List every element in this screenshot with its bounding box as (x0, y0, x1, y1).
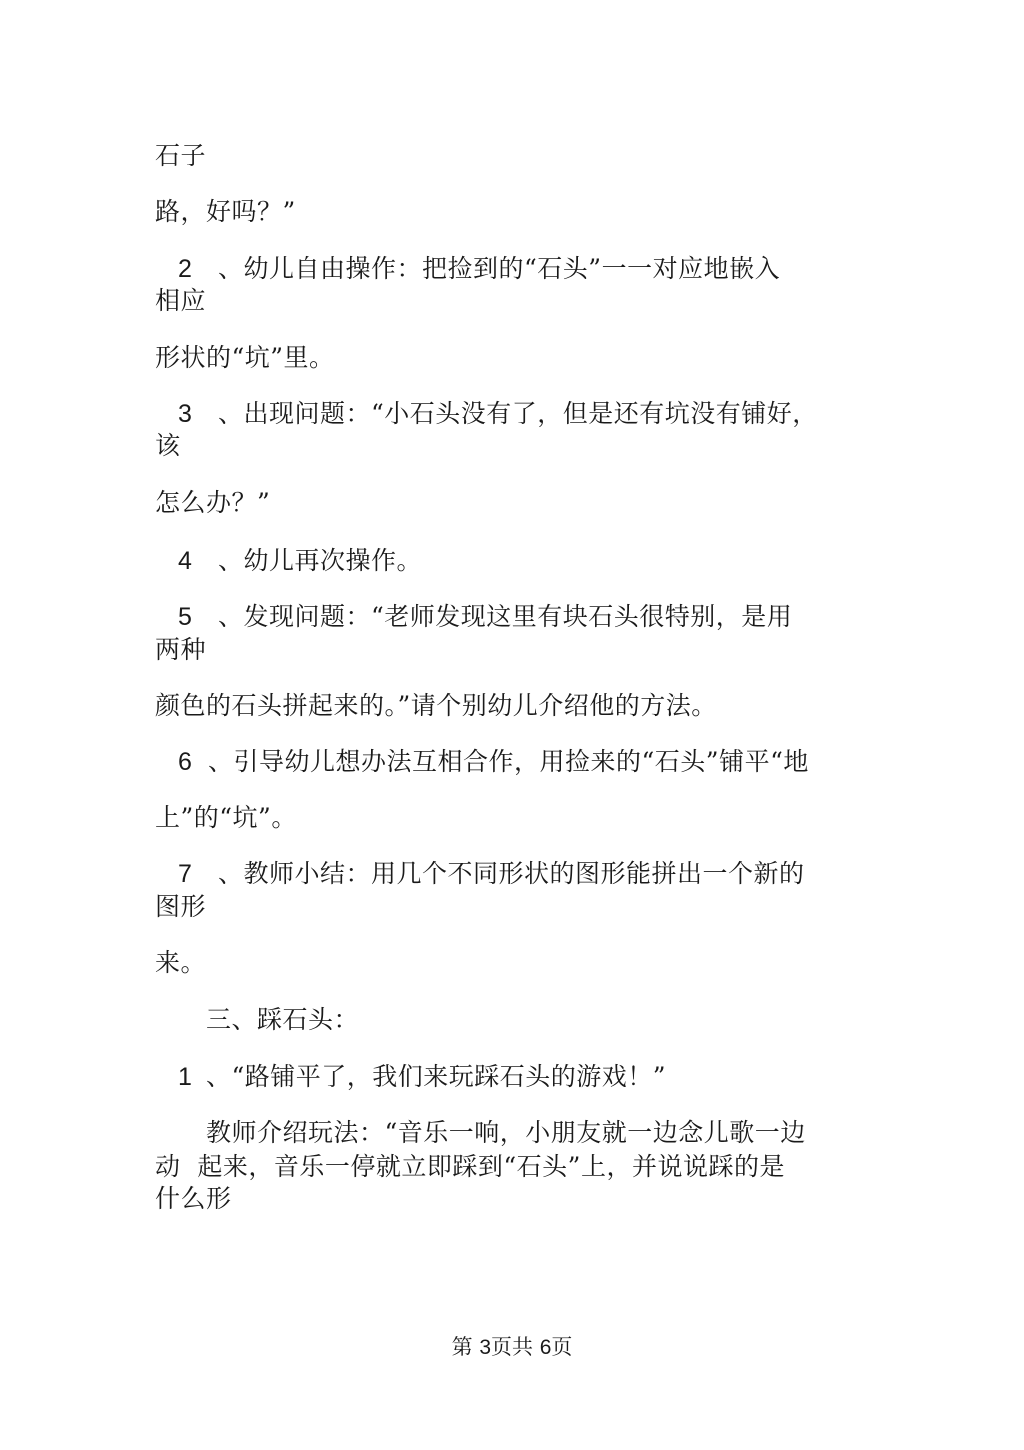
text-line-13 (155, 1151, 785, 1183)
list-item-7 (178, 858, 805, 890)
line-text: 怎么办？” (155, 488, 271, 517)
text-line-1 (155, 140, 206, 172)
text-line-2 (155, 196, 296, 228)
text-line-3 (155, 285, 206, 317)
line-text: 图形 (155, 892, 207, 921)
line-text: 教师介绍玩法：“音乐一响，小朋友就一边念儿歌一边 (206, 1118, 806, 1147)
text-line-14 (155, 1183, 232, 1215)
item-number: 7 (178, 860, 193, 888)
line-text: 该 (155, 431, 181, 460)
line-text: 、教师小结：用几个不同形状的图形能拼出一个新的 (218, 859, 805, 888)
text-line-10 (155, 891, 206, 923)
total-page-number: 6 (539, 1336, 552, 1359)
line-text: 石子 (155, 141, 207, 170)
item-number: 2 (178, 255, 193, 283)
text-line-7 (155, 634, 206, 666)
item-number: 1 (178, 1063, 193, 1091)
page-footer (0, 1333, 1024, 1362)
text-line-11 (155, 947, 206, 979)
text-line-12 (206, 1117, 806, 1149)
line-text: 相应 (155, 286, 207, 315)
item-number: 6 (178, 748, 193, 776)
text-line-8 (155, 690, 717, 722)
line-text: 颜色的石头拼起来的。”请个别幼儿介绍他的方法。 (155, 691, 717, 720)
line-text: 、引导幼儿想办法互相合作，用捡来的“石头”铺平“地 (208, 747, 809, 776)
line-text: 、出现问题：“小石头没有了，但是还有坑没有铺好， (218, 399, 818, 428)
footer-suffix: 页 (551, 1335, 573, 1359)
list-item-4 (178, 545, 422, 577)
text-line-9 (155, 802, 297, 834)
text-line-6 (155, 487, 270, 519)
section-heading (206, 1004, 359, 1036)
current-page-number: 3 (479, 1336, 491, 1359)
list-item-3 (178, 398, 818, 430)
footer-middle: 页共 (491, 1335, 533, 1359)
line-text: 、发现问题：“老师发现这里有块石头很特别，是用 (218, 602, 793, 631)
line-text: 来。 (155, 948, 207, 977)
line-text: 三、踩石头： (206, 1005, 360, 1034)
list-item-5 (178, 601, 792, 633)
line-text: 路，好吗？” (155, 197, 296, 226)
list-item-1 (178, 1061, 666, 1093)
line-text: 动 起来，音乐一停就立即踩到“石头”上，并说说踩的是 (155, 1152, 785, 1181)
line-text: 什么形 (155, 1184, 232, 1213)
line-text: 、幼儿自由操作：把捡到的“石头”一一对应地嵌入 (218, 254, 781, 283)
line-text: 形状的“坑”里。 (155, 343, 335, 372)
item-number: 3 (178, 400, 193, 428)
text-line-4 (155, 342, 335, 374)
footer-prefix: 第 (451, 1335, 473, 1359)
item-number: 4 (178, 547, 193, 575)
text-line-5 (155, 430, 181, 462)
line-text: 上”的“坑”。 (155, 803, 297, 832)
list-item-2 (178, 253, 780, 285)
line-text: 、幼儿再次操作。 (218, 546, 423, 575)
line-text: 两种 (155, 635, 207, 664)
list-item-6 (178, 746, 809, 778)
line-text: 、“路铺平了，我们来玩踩石头的游戏！” (206, 1062, 667, 1091)
item-number: 5 (178, 603, 193, 631)
